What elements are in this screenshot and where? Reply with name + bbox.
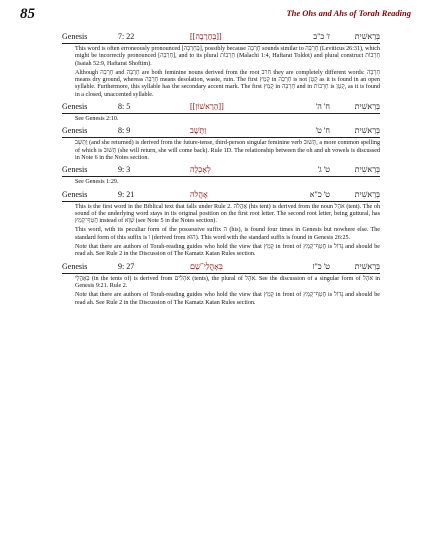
verse-reference (62, 126, 380, 137)
entry (62, 262, 380, 307)
page-header (20, 8, 411, 22)
book-name: Genesis (62, 165, 88, 175)
entry-text (62, 140, 380, 162)
hebrew-chapter-verse: ט' כ"א (309, 189, 330, 199)
divider (62, 273, 380, 274)
hebrew-word: [[הָרָאשׁוֹן]] (190, 102, 224, 112)
chapter-verse: 8: 5 (118, 102, 131, 112)
running-title: The Ohs and Ahs of Torah Reading (286, 8, 411, 18)
divider (62, 137, 380, 138)
divider (62, 113, 380, 114)
verse-reference (62, 262, 380, 273)
hebrew-book-name: בְּרֵאשִׁית (354, 189, 380, 199)
divider (62, 43, 380, 44)
entry-text (62, 46, 380, 99)
chapter-verse: 9: 3 (118, 165, 131, 175)
divider (62, 176, 380, 177)
book-name: Genesis (62, 102, 88, 112)
hebrew-word: [[בֶּחָרָבָה]] (190, 32, 222, 41)
verse-reference (62, 32, 380, 43)
entry (62, 126, 380, 162)
paragraph: This is the first word in the Biblical text that falls under Rule 2. אָהֳלֹה (his tent) is derived from the noun אֹהֶל (tent). The oh sound of the underlying word stays in its original position on the first root letter. The second root letter, being guttural, has חֲטַף־קָמַץ instead of שְׁוָא (see Note 5 in the Notes section). (75, 203, 380, 225)
hebrew-book-name: בְּרֵאשִׁית (354, 102, 380, 112)
hebrew-chapter-verse: ח' ט' (315, 126, 330, 136)
book-name: Genesis (62, 126, 88, 136)
hebrew-book-name: בְּרֵאשִׁית (354, 261, 380, 271)
hebrew-word: אָהֳלֹה (190, 189, 208, 199)
hebrew-chapter-verse: ט' ג' (317, 165, 330, 175)
chapter-verse: 9: 21 (118, 189, 135, 199)
verse-reference (62, 102, 380, 113)
hebrew-chapter-verse: ז' כ"ב (313, 32, 330, 41)
paragraph: בְּאָהֳלֵי (in the tents of) is derived from אֹהָלִים (tents), the plural of אֹהֶל. See the discussion of a singular form of אֹהֶל in Genesis 9:21. Rule 2. (75, 275, 380, 289)
entry (62, 165, 380, 186)
hebrew-book-name: בְּרֵאשִׁית (354, 32, 380, 41)
paragraph: See Genesis 2:10. (75, 116, 119, 123)
hebrew-chapter-verse: ח' ה' (315, 102, 330, 112)
book-name: Genesis (62, 32, 88, 41)
entry (62, 32, 380, 99)
paragraph: וַתָּשָׁב (and she returned) is derived from the future-tense, third-person singular feminine verb תָּשׁוּב, a more common spelling of which is תָּשׁוּב (she will return, she will come back). Rule 1D. The relationship between the oh and uh vowels is discussed in Note 6 in the Notes section. (75, 140, 380, 161)
book-name: Genesis (62, 261, 88, 271)
paragraph: This word, with its peculiar form of the possessive suffix ה (his), is found four times in Genesis but nowhere else. The standard form of this suffix is ו (derived from הוּא). This word with the standard suffix is found in Genesis 26:25. (75, 227, 381, 241)
hebrew-word: בְּאָהֳלֵי־שֵׁם (190, 261, 223, 271)
entry-text (62, 116, 380, 123)
divider (62, 201, 380, 202)
paragraph: Note that there are authors of Torah-reading guides who hold the view that קָמַץ in front of חֲטַף־קָמַץ is גָּדוֹל and should be read ah. See Rule 2 in the Discussion of The Kamatz Katan Rules section. (75, 292, 380, 306)
book-name: Genesis (62, 189, 88, 199)
paragraph: See Genesis 1:29. (75, 179, 119, 186)
chapter-verse: 7: 22 (118, 32, 135, 41)
entry-text (62, 179, 380, 186)
verse-reference (62, 165, 380, 176)
paragraph: This word is often erroneously pronounced [בֶּחָרְבָה], possibly because חָרְבָה sounds similar to חָרְבָּה (Leviticus 26:31), which might be incorrectly pronounced [חָרְבָה], and to its plural חָרָבוֹת (Malachi 1:4, Haftarat Toldot) and plural construct חָרְבוֹת (Isaiah 52:9, Haftarat Shoftim). (75, 46, 380, 67)
hebrew-chapter-verse: ט' כ"ז (312, 261, 330, 271)
document-body (62, 32, 380, 310)
entry-text (62, 276, 380, 307)
entry-text (62, 204, 380, 259)
entry (62, 190, 380, 259)
verse-reference (62, 190, 380, 201)
entry (62, 102, 380, 123)
chapter-verse: 9: 27 (118, 261, 135, 271)
hebrew-book-name: בְּרֵאשִׁית (354, 126, 380, 136)
hebrew-word: לְאָכְלָה (190, 165, 211, 175)
chapter-verse: 8: 9 (118, 126, 131, 136)
paragraph: Note that there are authors of Torah-reading guides who hold the view that קָמַץ in front of חֲטַף־קָמַץ is גָּדוֹל and should be read ah. See Rule 2 in the Discussion of The Kamatz Katan Rules section. (75, 244, 380, 258)
hebrew-word: וַתָּשָׁב (190, 126, 207, 136)
page-number: 85 (20, 6, 35, 22)
paragraph: Although חָרָבָה and חָרְבָּה are both feminine nouns derived from the root חרב they are completely different words: חָרָבָה means dry ground, whereas חָרְבָּה means desolation, waste, ruin. The first קָמַץ in חָרָבָה is not קָטָן as it is found in an open syllable. Furthermore, this syllable has the secondary accent mark. The first קָמַץ in חָרְבָּה and in חָרְבוֹת is קָטָן, as it is found in a closed, unaccented syllable. (75, 69, 380, 98)
hebrew-book-name: בְּרֵאשִׁית (354, 165, 380, 175)
